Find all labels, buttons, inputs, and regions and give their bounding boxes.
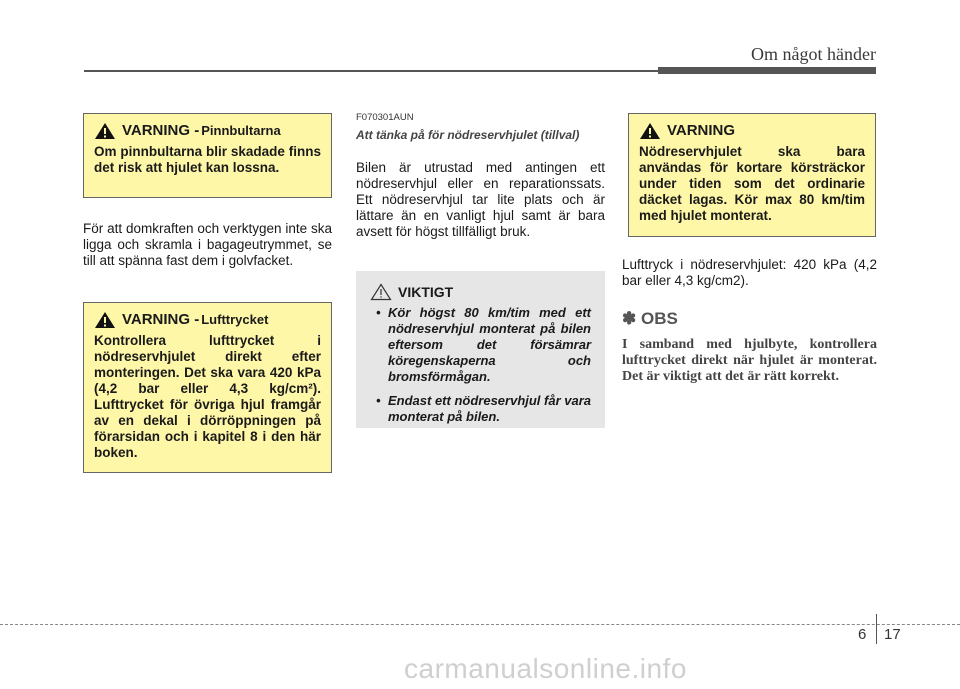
page-number: 17 (884, 626, 901, 643)
warning-text: Om pinnbultarna blir skadade finns det risk att hjulet kan lossna. (94, 144, 321, 175)
warning-box-nodreservhjul (628, 113, 876, 237)
obs-title: ✽ OBS (622, 309, 678, 328)
warning-triangle-icon (94, 311, 116, 329)
page-header-title: Om något händer (751, 44, 876, 64)
viktigt-list (370, 305, 591, 425)
warning-title: VARNING (667, 122, 736, 139)
watermark: carmanualsonline.info (404, 653, 687, 684)
warning-box-pinnbultarna (83, 113, 332, 198)
warning-title-row (639, 122, 865, 140)
viktigt-item: • Endast ett nödreservhjul får vara monterat på bilen. (388, 393, 591, 425)
section-subheading: Att tänka på för nödreservhjulet (tillval) (356, 128, 580, 142)
warning-triangle-icon (639, 122, 661, 140)
storage-paragraph: För att domkraften och verktygen inte ska ligga och skramla i bagageutrymmet, se till att spänna fast dem i golvfacket. (83, 221, 332, 268)
section-code: F070301AUN (356, 112, 414, 123)
warning-title: VARNING - (122, 122, 200, 139)
header-rule-accent (658, 67, 876, 74)
spare-wheel-paragraph: Bilen är utrustad med antingen ett nödreservhjul eller en reparationssats. Ett nödreservhjul tar lite plats och är lättare än en vanligt hjul samt är bara avsett för högst tillfälligt bruk. (356, 160, 605, 239)
footer-dashed-rule (0, 624, 960, 626)
warning-box-lufttrycket (83, 302, 332, 473)
footer-divider (876, 614, 877, 644)
viktigt-title-row (370, 283, 591, 301)
viktigt-title: VIKTIGT (398, 284, 454, 300)
warning-subtitle: Pinnbultarna (201, 123, 281, 138)
warning-title: VARNING - (122, 311, 200, 328)
viktigt-item: • Kör högst 80 km/tim med ett nödreservhjul monterat på bilen eftersom det försämrar köregenskaperna och bromsförmågan. (388, 305, 591, 385)
caution-triangle-icon (370, 283, 392, 301)
warning-text: Nödreservhjulet ska bara användas för kortare körsträckor under tiden som det ordinarie däcket lagas. Kör max 80 km/tim med hjulet monterat. (639, 144, 865, 223)
obs-text: I samband med hjulbyte, kontrollera lufttrycket direkt när hjulet är monterat. Det är viktigt att det är rätt korrekt. (622, 337, 877, 384)
warning-text: Kontrollera lufttrycket i nödreservhjulet direkt efter monteringen. Det ska vara 420 kPa (4,2 bar eller 4,3 kg/cm²). Lufttrycket för övriga hjul framgår av en dekal i dörröppningen på förarsidan och i kapitel 8 i den här boken. (94, 333, 321, 460)
chapter-number: 6 (858, 626, 867, 643)
warning-title-row (94, 122, 321, 140)
warning-subtitle: Lufttrycket (201, 312, 269, 327)
warning-title-row (94, 311, 321, 329)
viktigt-box (356, 271, 605, 428)
tire-pressure-paragraph: Lufttryck i nödreservhjulet: 420 kPa (4,2 bar eller 4,3 kg/cm2). (622, 257, 877, 288)
warning-triangle-icon (94, 122, 116, 140)
